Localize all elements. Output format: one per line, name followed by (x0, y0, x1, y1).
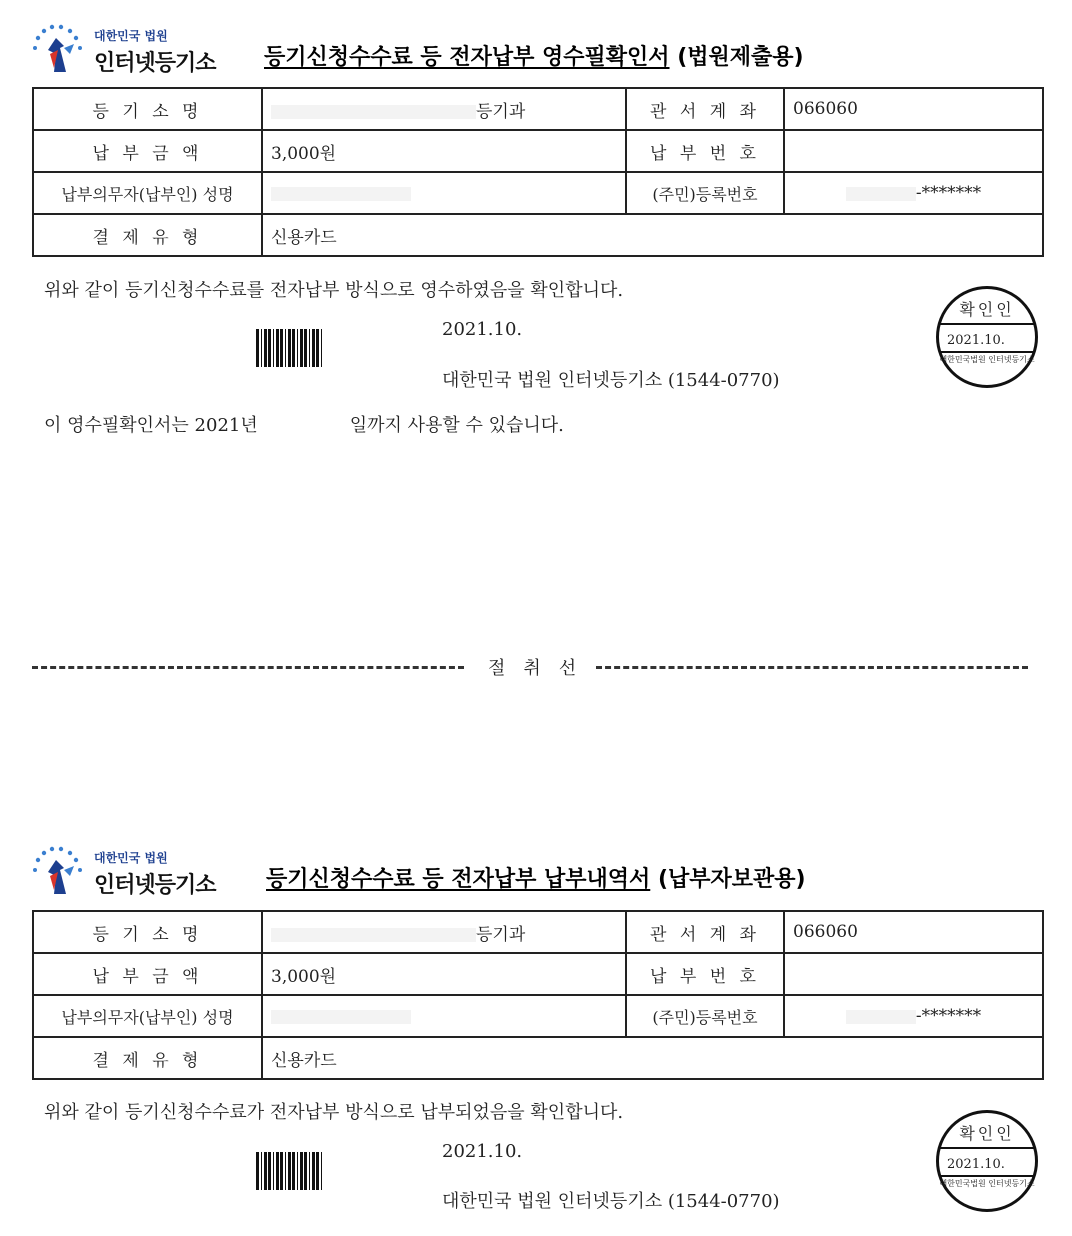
amount-value: 3,000원 (262, 953, 626, 995)
registry-office-label: 등 기 소 명 (33, 911, 262, 953)
confirm-text: 위와 같이 등기신청수수료가 전자납부 방식으로 납부되었음을 확인합니다. (44, 1102, 624, 1123)
payment-number-label: 납 부 번 호 (626, 953, 784, 995)
title-main: 등기신청수수료 등 전자납부 납부내역서 (266, 867, 651, 892)
payment-type-value: 신용카드 (262, 1037, 1043, 1079)
issuer: 대한민국 법원 인터넷등기소 (1544-0770) (442, 1191, 780, 1212)
confirm-text: 위와 같이 등기신청수수료를 전자납부 방식으로 영수하였음을 확인합니다. (44, 280, 624, 301)
title-suffix: (법원제출용) (677, 45, 804, 70)
amount-label: 납 부 금 액 (33, 130, 262, 172)
logo-top-section (30, 24, 230, 80)
barcode (256, 329, 322, 367)
stamp-title: 확인인 (959, 300, 1015, 319)
cut-line-right (596, 666, 1028, 669)
cut-line-left (32, 666, 464, 669)
amount-value: 3,000원 (262, 130, 626, 172)
stamp-seal: 대한민국법원 인터넷등기소 (939, 355, 1035, 364)
logo-title: 인터넷등기소 (94, 51, 216, 76)
payment-number-label: 납 부 번 호 (626, 130, 784, 172)
issuer: 대한민국 법원 인터넷등기소 (1544-0770) (442, 370, 780, 391)
logo-title: 인터넷등기소 (94, 873, 216, 898)
logo-subtitle: 대한민국 법원 (94, 851, 168, 865)
payer-name-value (262, 995, 626, 1037)
receipt-table (32, 87, 1044, 257)
stamp-title: 확인인 (959, 1124, 1015, 1143)
title-suffix: (납부자보관용) (657, 867, 806, 892)
payer-name-label: 납부의무자(납부인) 성명 (33, 995, 262, 1037)
logo-subtitle: 대한민국 법원 (94, 29, 168, 43)
court-logo-icon (30, 24, 88, 78)
validity-text: 이 영수필확인서는 2021년 일까지 사용할 수 있습니다. (44, 415, 564, 436)
account-value: 066060 (784, 88, 1043, 130)
id-number-label: (주민)등록번호 (626, 995, 784, 1037)
issue-date: 2021.10. (442, 319, 523, 340)
payment-number-value (784, 953, 1043, 995)
logo-bottom-section (30, 846, 230, 902)
account-value: 066060 (784, 911, 1043, 953)
page-title-2 (266, 862, 806, 893)
payment-number-value (784, 130, 1043, 172)
registry-office-value: 등기과 (262, 88, 626, 130)
account-label: 관 서 계 좌 (626, 88, 784, 130)
payment-type-label: 결 제 유 형 (33, 214, 262, 256)
id-number-value: -******* (784, 995, 1043, 1037)
account-label: 관 서 계 좌 (626, 911, 784, 953)
receipt-table-2 (32, 910, 1044, 1080)
payer-name-value (262, 172, 626, 214)
page-title (264, 40, 804, 71)
confirmation-stamp (936, 286, 1038, 388)
stamp-seal: 대한민국법원 인터넷등기소 (939, 1179, 1035, 1188)
stamp-date: 2021.10. (947, 333, 1005, 348)
amount-label: 납 부 금 액 (33, 953, 262, 995)
payment-type-value: 신용카드 (262, 214, 1043, 256)
registry-office-label: 등 기 소 명 (33, 88, 262, 130)
confirmation-stamp (936, 1110, 1038, 1212)
payment-type-label: 결 제 유 형 (33, 1037, 262, 1079)
issue-date: 2021.10. (442, 1141, 523, 1162)
registry-office-value: 등기과 (262, 911, 626, 953)
cut-line-label: 절취선 (488, 658, 595, 679)
barcode (256, 1152, 322, 1190)
payer-name-label: 납부의무자(납부인) 성명 (33, 172, 262, 214)
court-logo-icon (30, 846, 88, 900)
id-number-label: (주민)등록번호 (626, 172, 784, 214)
id-number-value: -******* (784, 172, 1043, 214)
title-main: 등기신청수수료 등 전자납부 영수필확인서 (264, 45, 670, 70)
stamp-date: 2021.10. (947, 1157, 1005, 1172)
